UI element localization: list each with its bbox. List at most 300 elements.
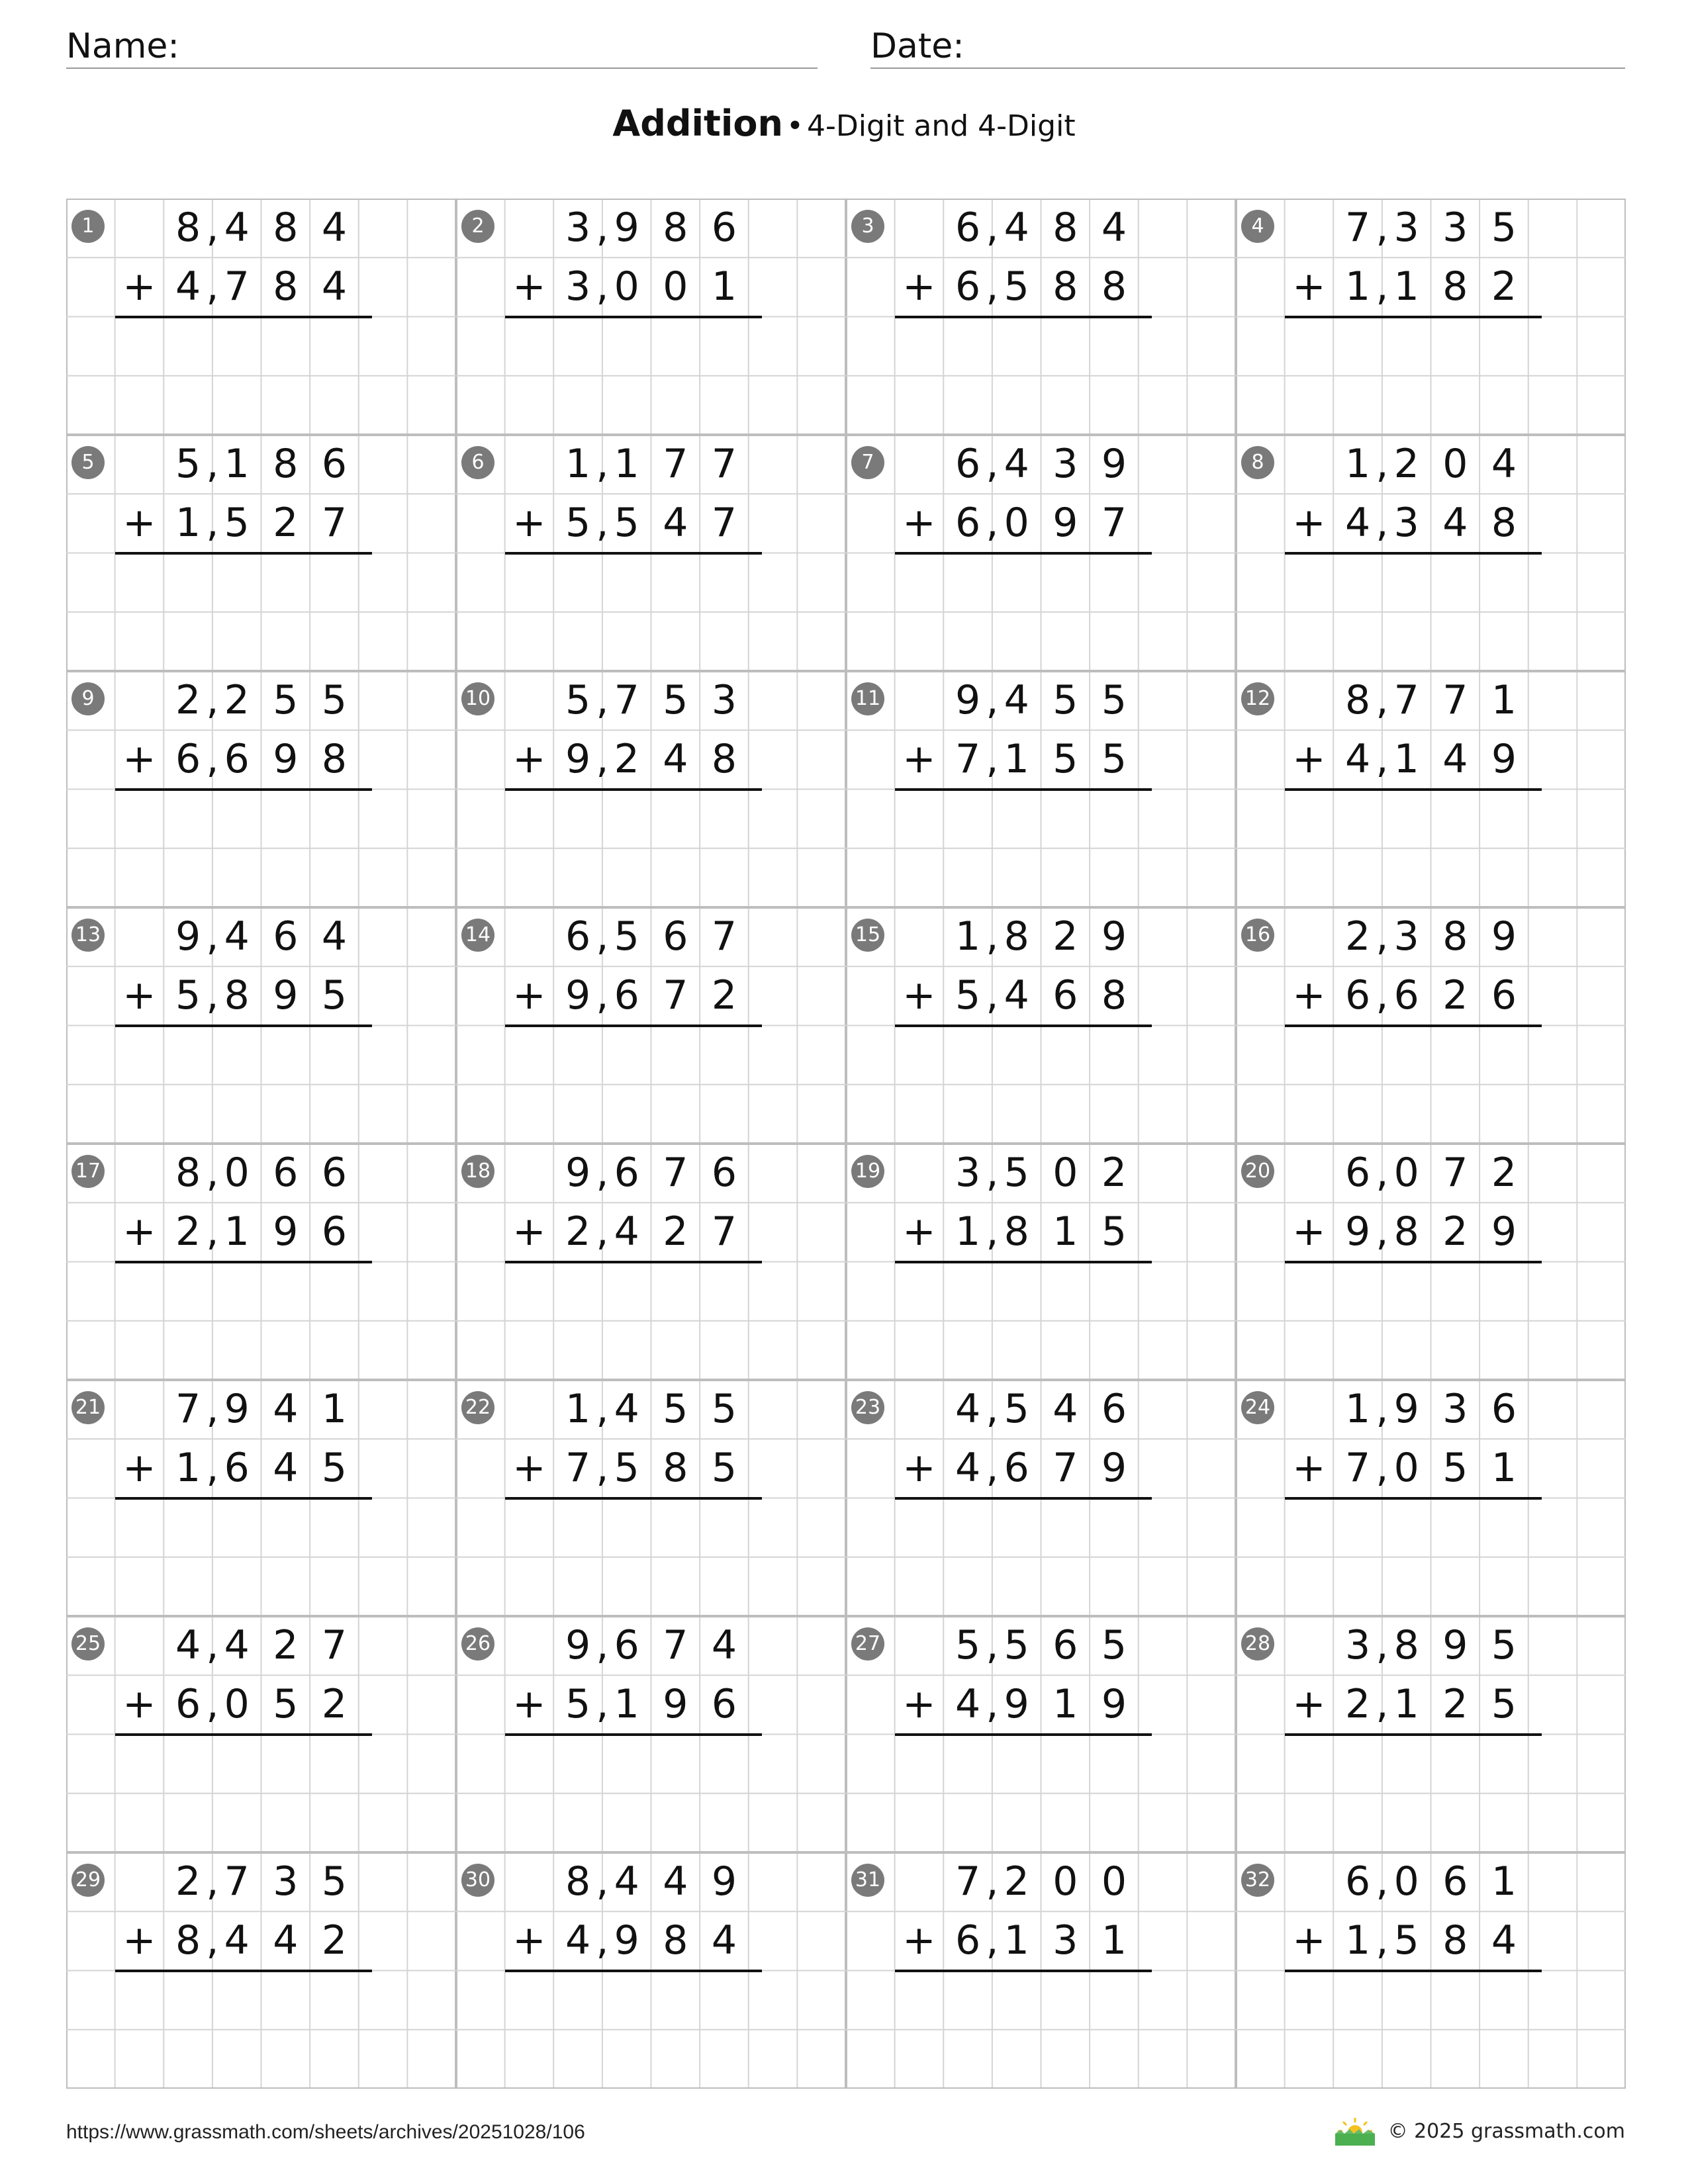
bottom-addend-thousands-separator: , [1376, 736, 1389, 783]
bottom-addend-digit: 0 [1004, 500, 1029, 547]
answer-line [895, 1970, 1152, 1972]
bottom-addend-thousands-separator: , [206, 736, 219, 783]
bottom-addend-thousands-separator: , [596, 1208, 609, 1255]
bottom-addend-thousands-separator: , [1376, 1917, 1389, 1964]
top-addend-digit: 3 [1053, 441, 1078, 487]
top-addend-thousands-separator: , [596, 1858, 609, 1905]
bottom-addend-thousands-separator: , [206, 1681, 219, 1728]
bottom-addend-thousands-separator: , [986, 500, 999, 547]
answer-line [1285, 552, 1542, 555]
top-addend-thousands-separator: , [206, 1622, 219, 1668]
bottom-addend-thousands-separator: , [1376, 500, 1389, 547]
answer-line [505, 1970, 762, 1972]
problem-7 [846, 435, 1236, 671]
top-addend-thousands-separator: , [596, 1150, 609, 1196]
bottom-addend-digit: 4 [614, 1208, 639, 1255]
answer-line [1285, 1497, 1542, 1500]
plus-sign: + [902, 1917, 936, 1964]
bottom-addend-digit: 2 [663, 1208, 688, 1255]
bottom-addend-digit: 5 [224, 500, 250, 547]
top-addend-digit: 8 [175, 205, 201, 251]
plus-sign: + [1292, 972, 1326, 1019]
problem-26 [456, 1616, 846, 1852]
answer-line [115, 1261, 372, 1263]
answer-line [115, 788, 372, 791]
top-addend-digit: 6 [711, 205, 737, 251]
top-addend-digit: 6 [1491, 1386, 1517, 1432]
answer-line [895, 316, 1152, 318]
top-addend-digit: 5 [711, 1386, 737, 1432]
plus-sign: + [1292, 1445, 1326, 1492]
top-addend-digit: 3 [273, 1858, 299, 1905]
top-addend-digit: 3 [1393, 205, 1419, 251]
problem-grid [66, 199, 1626, 2089]
bottom-addend-digit: 1 [711, 263, 737, 310]
answer-line [505, 1024, 762, 1027]
plus-sign: + [902, 263, 936, 310]
top-addend-digit: 7 [224, 1858, 250, 1905]
bottom-addend-digit: 2 [1442, 1681, 1468, 1728]
bottom-addend-digit: 4 [273, 1917, 299, 1964]
bottom-addend-digit: 5 [711, 1445, 737, 1492]
plus-sign: + [1292, 1681, 1326, 1728]
bottom-addend-thousands-separator: , [596, 500, 609, 547]
top-addend-digit: 1 [565, 1386, 591, 1432]
bottom-addend-digit: 4 [1491, 1917, 1517, 1964]
top-addend-digit: 4 [1004, 205, 1029, 251]
problem-number-badge: 21 [71, 1391, 105, 1424]
plus-sign: + [512, 1917, 546, 1964]
answer-line [115, 316, 372, 318]
bottom-addend-digit: 5 [1491, 1681, 1517, 1728]
plus-sign: + [122, 1917, 156, 1964]
top-addend-digit: 5 [1491, 1622, 1517, 1668]
name-field[interactable] [66, 20, 818, 69]
bottom-addend-digit: 2 [565, 1208, 591, 1255]
top-addend-digit: 3 [1393, 913, 1419, 960]
problem-4 [1236, 199, 1626, 435]
top-addend-digit: 4 [711, 1622, 737, 1668]
plus-sign: + [902, 1681, 936, 1728]
problem-number-badge: 6 [461, 446, 494, 479]
top-addend-thousands-separator: , [206, 1858, 219, 1905]
problem-number-badge: 30 [461, 1864, 494, 1897]
bottom-addend-thousands-separator: , [596, 1917, 609, 1964]
bottom-addend-digit: 1 [175, 500, 201, 547]
problem-number-badge: 29 [71, 1864, 105, 1897]
problem-1 [66, 199, 456, 435]
bottom-addend-thousands-separator: , [206, 972, 219, 1019]
top-addend-digit: 6 [711, 1150, 737, 1196]
top-addend-thousands-separator: , [986, 205, 999, 251]
bottom-addend-digit: 2 [273, 500, 299, 547]
top-addend-digit: 6 [565, 913, 591, 960]
bottom-addend-digit: 4 [955, 1445, 981, 1492]
bottom-addend-digit: 1 [1393, 1681, 1419, 1728]
top-addend-digit: 5 [955, 1622, 981, 1668]
problem-number-badge: 18 [461, 1155, 494, 1188]
bottom-addend-digit: 4 [1004, 972, 1029, 1019]
problem-23 [846, 1380, 1236, 1616]
problem-8 [1236, 435, 1626, 671]
top-addend-digit: 6 [321, 1150, 348, 1196]
top-addend-digit: 9 [1101, 913, 1127, 960]
top-addend-digit: 5 [1004, 1386, 1029, 1432]
top-addend-thousands-separator: , [206, 1150, 219, 1196]
top-addend-digit: 9 [1491, 913, 1517, 960]
top-addend-thousands-separator: , [206, 441, 219, 487]
problem-number-badge: 17 [71, 1155, 105, 1188]
answer-line [505, 1733, 762, 1736]
bottom-addend-digit: 4 [1344, 500, 1371, 547]
answer-line [895, 1497, 1152, 1500]
top-addend-digit: 0 [1393, 1150, 1419, 1196]
bottom-addend-digit: 6 [1491, 972, 1517, 1019]
bottom-addend-digit: 2 [1442, 1208, 1468, 1255]
top-addend-digit: 6 [1101, 1386, 1127, 1432]
bottom-addend-digit: 8 [663, 1445, 688, 1492]
bottom-addend-digit: 1 [1344, 263, 1371, 310]
bottom-addend-digit: 7 [663, 972, 688, 1019]
top-addend-digit: 4 [175, 1622, 201, 1668]
problem-32 [1236, 1852, 1626, 2089]
top-addend-digit: 9 [224, 1386, 250, 1432]
top-addend-digit: 4 [614, 1858, 639, 1905]
bottom-addend-digit: 3 [1053, 1917, 1078, 1964]
problem-number-badge: 23 [851, 1391, 884, 1424]
bottom-addend-digit: 9 [1491, 736, 1517, 783]
top-addend-digit: 6 [614, 1622, 639, 1668]
bottom-addend-digit: 6 [1344, 972, 1371, 1019]
bottom-addend-digit: 6 [955, 263, 981, 310]
top-addend-digit: 8 [175, 1150, 201, 1196]
bottom-addend-digit: 9 [614, 1917, 639, 1964]
top-addend-thousands-separator: , [206, 1386, 219, 1432]
problem-14 [456, 907, 846, 1144]
top-addend-digit: 5 [1004, 1622, 1029, 1668]
top-addend-digit: 4 [321, 913, 348, 960]
bottom-addend-digit: 7 [1344, 1445, 1371, 1492]
top-addend-digit: 7 [1442, 1150, 1468, 1196]
problem-17 [66, 1144, 456, 1380]
bottom-addend-thousands-separator: , [1376, 972, 1389, 1019]
top-addend-digit: 8 [273, 205, 299, 251]
bottom-addend-digit: 6 [1053, 972, 1078, 1019]
top-addend-digit: 1 [1344, 1386, 1371, 1432]
problem-number-badge: 11 [851, 682, 884, 715]
bottom-addend-digit: 1 [1004, 736, 1029, 783]
bottom-addend-thousands-separator: , [596, 736, 609, 783]
problem-31 [846, 1852, 1236, 2089]
bottom-addend-digit: 8 [1101, 263, 1127, 310]
plus-sign: + [512, 972, 546, 1019]
problem-2 [456, 199, 846, 435]
bottom-addend-digit: 1 [1053, 1208, 1078, 1255]
top-addend-digit: 8 [1053, 205, 1078, 251]
top-addend-thousands-separator: , [1376, 1150, 1389, 1196]
top-addend-digit: 2 [1344, 913, 1371, 960]
top-addend-digit: 9 [175, 913, 201, 960]
top-addend-digit: 5 [321, 677, 348, 723]
answer-line [115, 1497, 372, 1500]
problem-11 [846, 671, 1236, 907]
problem-number-badge: 28 [1241, 1627, 1274, 1661]
plus-sign: + [902, 1445, 936, 1492]
problem-number-badge: 27 [851, 1627, 884, 1661]
bottom-addend-thousands-separator: , [986, 1917, 999, 1964]
bottom-addend-digit: 2 [711, 972, 737, 1019]
problem-16 [1236, 907, 1626, 1144]
bottom-addend-digit: 9 [1491, 1208, 1517, 1255]
plus-sign: + [902, 972, 936, 1019]
top-addend-thousands-separator: , [206, 677, 219, 723]
top-addend-thousands-separator: , [986, 913, 999, 960]
problem-5 [66, 435, 456, 671]
top-addend-digit: 6 [955, 205, 981, 251]
plus-sign: + [902, 736, 936, 783]
top-addend-digit: 0 [1053, 1858, 1078, 1905]
bottom-addend-thousands-separator: , [1376, 263, 1389, 310]
top-addend-digit: 3 [711, 677, 737, 723]
plus-sign: + [122, 263, 156, 310]
plus-sign: + [1292, 1208, 1326, 1255]
bottom-addend-digit: 5 [175, 972, 201, 1019]
top-addend-digit: 6 [663, 913, 688, 960]
bottom-addend-digit: 5 [1053, 736, 1078, 783]
date-label: Date: [870, 26, 964, 66]
top-addend-digit: 4 [955, 1386, 981, 1432]
bottom-addend-thousands-separator: , [206, 1917, 219, 1964]
top-addend-thousands-separator: , [1376, 205, 1389, 251]
bottom-addend-digit: 9 [565, 972, 591, 1019]
answer-line [1285, 316, 1542, 318]
problem-number-badge: 15 [851, 919, 884, 952]
bottom-addend-digit: 4 [224, 1917, 250, 1964]
answer-line [1285, 1261, 1542, 1263]
top-addend-digit: 4 [1101, 205, 1127, 251]
top-addend-digit: 7 [1442, 677, 1468, 723]
date-field[interactable] [870, 20, 1625, 69]
plus-sign: + [512, 1208, 546, 1255]
answer-line [895, 788, 1152, 791]
top-addend-thousands-separator: , [596, 913, 609, 960]
top-addend-digit: 9 [614, 205, 639, 251]
bottom-addend-digit: 6 [175, 1681, 201, 1728]
problem-number-badge: 1 [71, 210, 105, 243]
bottom-addend-digit: 2 [1491, 263, 1517, 310]
bottom-addend-digit: 4 [663, 736, 688, 783]
top-addend-digit: 8 [663, 205, 688, 251]
bottom-addend-digit: 7 [1053, 1445, 1078, 1492]
problem-number-badge: 10 [461, 682, 494, 715]
problem-18 [456, 1144, 846, 1380]
problem-25 [66, 1616, 456, 1852]
bottom-addend-digit: 1 [1393, 736, 1419, 783]
top-addend-digit: 1 [224, 441, 250, 487]
bottom-addend-digit: 9 [273, 972, 299, 1019]
top-addend-digit: 4 [224, 1622, 250, 1668]
problem-9 [66, 671, 456, 907]
problem-number-badge: 19 [851, 1155, 884, 1188]
top-addend-digit: 7 [663, 1622, 688, 1668]
top-addend-digit: 5 [1053, 677, 1078, 723]
sun-over-grass-icon [1334, 2116, 1376, 2146]
top-addend-digit: 4 [1004, 677, 1029, 723]
plus-sign: + [1292, 263, 1326, 310]
top-addend-digit: 9 [955, 677, 981, 723]
bottom-addend-digit: 0 [1393, 1445, 1419, 1492]
problem-number-badge: 9 [71, 682, 105, 715]
bottom-addend-digit: 5 [955, 972, 981, 1019]
problem-number-badge: 2 [461, 210, 494, 243]
top-addend-digit: 2 [175, 1858, 201, 1905]
bottom-addend-digit: 0 [663, 263, 688, 310]
problem-15 [846, 907, 1236, 1144]
problem-number-badge: 31 [851, 1864, 884, 1897]
problem-number-badge: 4 [1241, 210, 1274, 243]
top-addend-digit: 7 [1344, 205, 1371, 251]
top-addend-digit: 8 [1004, 913, 1029, 960]
top-addend-digit: 7 [663, 1150, 688, 1196]
top-addend-thousands-separator: , [206, 913, 219, 960]
bottom-addend-digit: 4 [273, 1445, 299, 1492]
bottom-addend-thousands-separator: , [206, 263, 219, 310]
problem-21 [66, 1380, 456, 1616]
top-addend-digit: 6 [1344, 1858, 1371, 1905]
plus-sign: + [512, 736, 546, 783]
plus-sign: + [122, 736, 156, 783]
bottom-addend-digit: 2 [1442, 972, 1468, 1019]
bottom-addend-digit: 6 [321, 1208, 348, 1255]
bottom-addend-digit: 1 [1491, 1445, 1517, 1492]
bottom-addend-digit: 9 [273, 736, 299, 783]
top-addend-digit: 2 [175, 677, 201, 723]
top-addend-thousands-separator: , [1376, 1858, 1389, 1905]
top-addend-digit: 0 [1442, 441, 1468, 487]
bottom-addend-digit: 8 [1101, 972, 1127, 1019]
bottom-addend-digit: 2 [614, 736, 639, 783]
bottom-addend-digit: 6 [955, 1917, 981, 1964]
bottom-addend-thousands-separator: , [596, 263, 609, 310]
bottom-addend-digit: 8 [1004, 1208, 1029, 1255]
top-addend-digit: 6 [321, 441, 348, 487]
top-addend-digit: 3 [565, 205, 591, 251]
bottom-addend-digit: 8 [1053, 263, 1078, 310]
plus-sign: + [122, 972, 156, 1019]
top-addend-digit: 1 [614, 441, 639, 487]
bottom-addend-digit: 6 [224, 1445, 250, 1492]
bottom-addend-digit: 9 [1053, 500, 1078, 547]
top-addend-digit: 9 [711, 1858, 737, 1905]
bottom-addend-digit: 5 [273, 1681, 299, 1728]
problem-27 [846, 1616, 1236, 1852]
top-addend-digit: 1 [321, 1386, 348, 1432]
plus-sign: + [512, 1445, 546, 1492]
top-addend-digit: 2 [224, 677, 250, 723]
top-addend-digit: 0 [224, 1150, 250, 1196]
problem-number-badge: 13 [71, 919, 105, 952]
bottom-addend-digit: 7 [565, 1445, 591, 1492]
bottom-addend-digit: 2 [175, 1208, 201, 1255]
top-addend-digit: 5 [663, 677, 688, 723]
top-addend-thousands-separator: , [986, 677, 999, 723]
bottom-addend-thousands-separator: , [206, 500, 219, 547]
top-addend-digit: 7 [175, 1386, 201, 1432]
problem-10 [456, 671, 846, 907]
bottom-addend-digit: 0 [614, 263, 639, 310]
bottom-addend-digit: 9 [1101, 1681, 1127, 1728]
top-addend-digit: 5 [614, 913, 639, 960]
answer-line [1285, 788, 1542, 791]
bottom-addend-digit: 8 [273, 263, 299, 310]
bottom-addend-digit: 3 [1393, 500, 1419, 547]
bottom-addend-digit: 6 [1393, 972, 1419, 1019]
bottom-addend-digit: 1 [175, 1445, 201, 1492]
bottom-addend-digit: 4 [1442, 736, 1468, 783]
top-addend-digit: 5 [1004, 1150, 1029, 1196]
answer-line [505, 316, 762, 318]
problem-number-badge: 25 [71, 1627, 105, 1661]
top-addend-digit: 0 [1393, 1858, 1419, 1905]
top-addend-thousands-separator: , [986, 1386, 999, 1432]
bottom-addend-digit: 7 [711, 500, 737, 547]
bottom-addend-digit: 9 [663, 1681, 688, 1728]
problem-19 [846, 1144, 1236, 1380]
bottom-addend-digit: 1 [955, 1208, 981, 1255]
top-addend-digit: 2 [1004, 1858, 1029, 1905]
top-addend-digit: 7 [1393, 677, 1419, 723]
footer-copyright: © 2025 grassmath.com [1387, 2119, 1625, 2143]
bottom-addend-digit: 4 [175, 263, 201, 310]
problem-number-badge: 5 [71, 446, 105, 479]
bottom-addend-digit: 9 [1101, 1445, 1127, 1492]
bottom-addend-thousands-separator: , [206, 1208, 219, 1255]
problem-6 [456, 435, 846, 671]
top-addend-digit: 9 [565, 1150, 591, 1196]
title-subtitle: 4-Digit and 4-Digit [807, 109, 1076, 143]
problem-number-badge: 22 [461, 1391, 494, 1424]
plus-sign: + [122, 1208, 156, 1255]
top-addend-digit: 6 [273, 913, 299, 960]
top-addend-digit: 0 [1101, 1858, 1127, 1905]
top-addend-digit: 7 [663, 441, 688, 487]
bottom-addend-digit: 3 [565, 263, 591, 310]
top-addend-digit: 2 [1491, 1150, 1517, 1196]
problem-29 [66, 1852, 456, 2089]
top-addend-digit: 6 [1442, 1858, 1468, 1905]
answer-line [115, 1733, 372, 1736]
bottom-addend-digit: 7 [711, 1208, 737, 1255]
top-addend-digit: 8 [273, 441, 299, 487]
top-addend-thousands-separator: , [596, 1386, 609, 1432]
bottom-addend-digit: 2 [1344, 1681, 1371, 1728]
top-addend-digit: 9 [565, 1622, 591, 1668]
top-addend-digit: 7 [955, 1858, 981, 1905]
top-addend-digit: 8 [1442, 913, 1468, 960]
problem-30 [456, 1852, 846, 2089]
top-addend-digit: 2 [273, 1622, 299, 1668]
top-addend-thousands-separator: , [986, 441, 999, 487]
top-addend-digit: 5 [175, 441, 201, 487]
top-addend-thousands-separator: , [596, 205, 609, 251]
top-addend-digit: 6 [273, 1150, 299, 1196]
top-addend-digit: 4 [1053, 1386, 1078, 1432]
worksheet-title [0, 103, 1688, 144]
problem-13 [66, 907, 456, 1144]
top-addend-digit: 5 [1101, 677, 1127, 723]
bottom-addend-thousands-separator: , [986, 1445, 999, 1492]
problem-number-badge: 16 [1241, 919, 1274, 952]
